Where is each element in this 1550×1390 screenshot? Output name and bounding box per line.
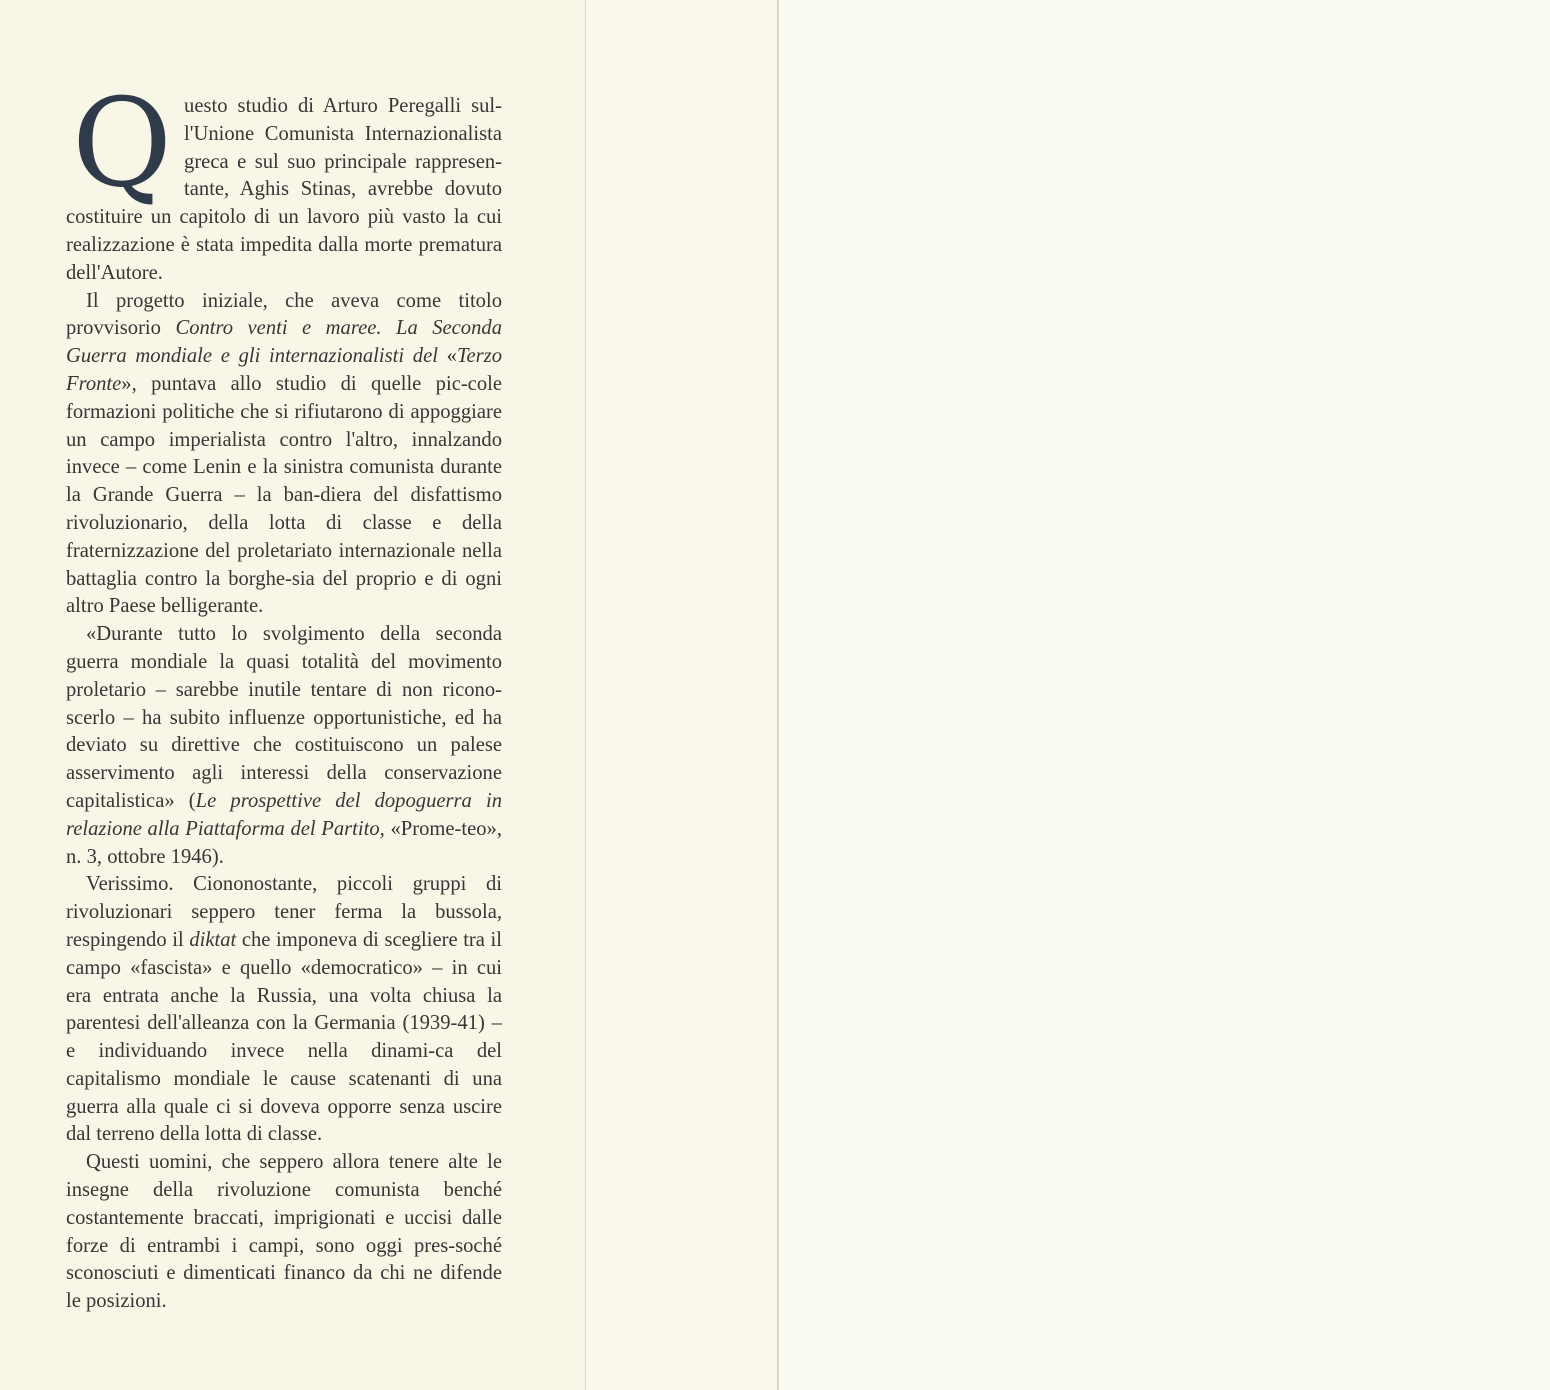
- paragraph-2: [66, 288, 502, 622]
- paragraph-2-text-b: «: [437, 345, 457, 368]
- paragraph-4-text-a: Verissimo. Ciononostante, piccoli gruppi di rivoluzionari seppero tener ferma la bussola, respingendo il: [66, 873, 502, 951]
- paragraph-3-text-a: «Durante tutto lo svolgimento della seconda guerra mondiale la quasi totalità del movimento proletario – sarebbe inutile tentare di non ricono-scerlo – ha subito influenze opportunistiche, ed ha deviato su direttive che costituiscono un palese asservimento agli interessi della conservazione capitalistica» (: [66, 623, 502, 812]
- paragraph-4: [66, 871, 502, 1149]
- paragraph-1: [66, 72, 502, 288]
- drop-cap: Q: [72, 72, 173, 214]
- paragraph-5: Questi uomini, che seppero allora tenere alte le insegne della rivoluzione comunista benché costantemente braccati, imprigionati e uccisi dalle forze di entrambi i campi, sono oggi pres-soché sconosciuti e dimenticati financo da chi ne difende le posizioni.: [66, 1151, 502, 1313]
- book-jacket-flap: [0, 0, 585, 1390]
- inner-cover-strip: [586, 0, 778, 1390]
- paragraph-4-text-b: che imponeva di scegliere tra il campo «fascista» e quello «democratico» – in cui era entrata anche la Russia, una volta chiusa la parentesi dell'alleanza con la Germania (1939-41) – e individuando invece nella dinami-ca del capitalismo mondiale le cause scatenanti di una guerra alla quale ci si doveva opporre senza uscire dal terreno della lotta di classe.: [66, 928, 502, 1146]
- paragraph-4-italic-word: diktat: [189, 928, 237, 951]
- paragraph-2-italic-title-2: Terzo Fronte: [66, 345, 503, 395]
- paragraph-2-italic-title: Contro venti e maree. La Seconda Guerra mondiale e gli internazionalisti del: [66, 317, 502, 368]
- paragraph-2-text-c: », puntava allo studio di quelle pic-cole formazioni politiche che si rifiutarono di appoggiare un campo imperialista contro l'altro, innalzando invece – come Lenin e la sinistra comunista durante la Grande Guerra – la ban-diera del disfattismo rivoluzionario, della lotta di classe e della fraternizzazione del proletariato internazionale nella battaglia contro la borghe-sia del proprio e di ogni altro Paese belligerante.: [66, 372, 502, 618]
- paragraph-1-text: uesto studio di Arturo Peregalli sul-l'Unione Comunista Internazionalista greca e sul suo principale rappresen-tante, Aghis Stinas, avrebbe dovuto costituire un capitolo di un lavoro più vasto la cui realizzazione è stata impedita dalla morte prematura dell'Autore.: [66, 95, 502, 284]
- paragraph-2-text-a: Il progetto iniziale, che aveva come titolo provvisorio: [66, 289, 502, 340]
- paragraph-3: [66, 621, 502, 871]
- flap-text: [66, 72, 503, 1316]
- paragraph-3-italic-title: Le prospettive del dopoguerra in relazione alla Piattaforma del Partito,: [66, 789, 502, 840]
- paragraph-3-text-b: «Prome-teo», n. 3, ottobre 1946).: [66, 817, 502, 868]
- blank-page: [779, 0, 1550, 1390]
